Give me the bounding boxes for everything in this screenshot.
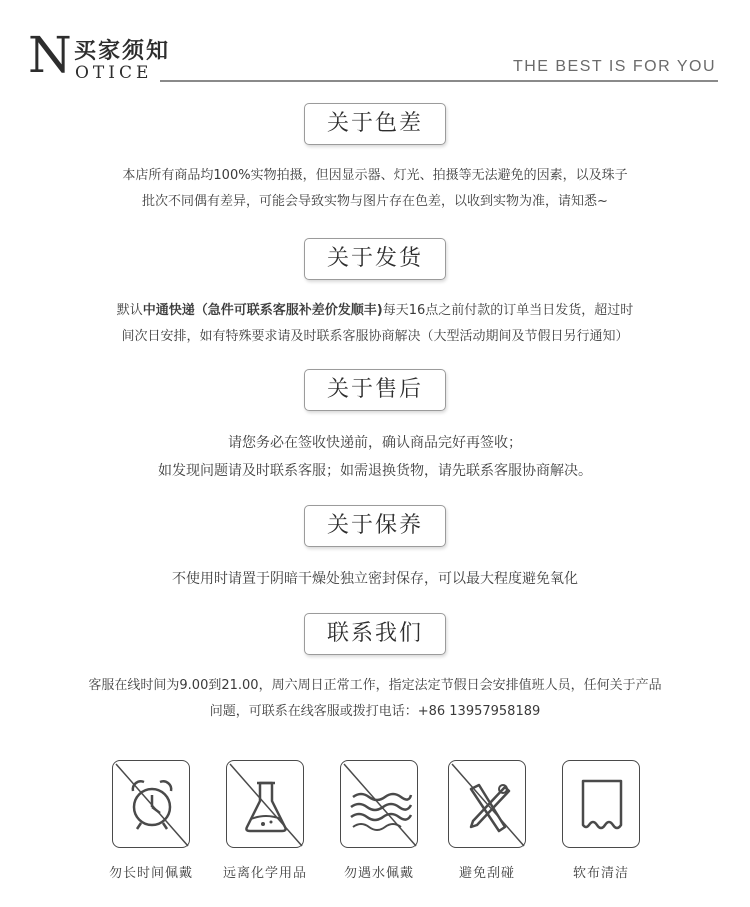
text-suffix: 每天16点之前付款的订单当日发货，超过时 xyxy=(382,303,634,318)
care-item xyxy=(96,760,206,881)
care-item xyxy=(432,760,542,881)
care-item xyxy=(546,760,656,881)
section-text-line: 问题，可联系在线客服或拨打电话：+86 13957958189 xyxy=(209,704,541,719)
logo-title-en: OTICE xyxy=(75,63,153,83)
section-contact xyxy=(0,613,750,725)
section-title: 关于售后 xyxy=(304,369,446,411)
section-body xyxy=(0,673,750,725)
section-text-line: 如发现问题请及时联系客服；如需退换货物，请先联系客服协商解决。 xyxy=(158,463,592,479)
section-after-sales xyxy=(0,369,750,485)
section-title: 关于色差 xyxy=(304,103,446,145)
section-text-line: 间次日安排，如有特殊要求请及时联系客服协商解决（大型活动期间及节假日另行通知） xyxy=(121,329,629,344)
courier-highlight: 中通快递（急件可联系客服补差价发顺丰) xyxy=(142,303,383,318)
section-body xyxy=(0,429,750,485)
water-waves-icon xyxy=(340,760,418,848)
care-icons-row xyxy=(0,760,750,890)
logo-title-cn: 买家须知 xyxy=(74,39,171,64)
section-body xyxy=(0,298,750,350)
tools-scratch-icon xyxy=(448,760,526,848)
section-body xyxy=(0,163,750,215)
text-prefix: 默认 xyxy=(116,303,143,318)
notice-header xyxy=(0,0,750,90)
section-body xyxy=(0,565,750,593)
section-text-line: 客服在线时间为9.00到21.00，周六周日正常工作，指定法定节假日会安排值班人员，任何关于产品 xyxy=(88,678,662,693)
header-slogan: THE BEST IS FOR YOU xyxy=(512,58,716,75)
section-title: 关于保养 xyxy=(304,505,446,547)
care-item xyxy=(324,760,434,881)
section-care xyxy=(0,505,750,593)
section-text-line: 本店所有商品均100%实物拍摄，但因显示器、灯光、拍摄等无法避免的因素，以及珠子 xyxy=(122,168,628,183)
section-text-line: 批次不同偶有差异，可能会导致实物与图片存在色差，以收到实物为准，请知悉~ xyxy=(142,194,608,209)
section-shipping xyxy=(0,238,750,350)
section-title: 关于发货 xyxy=(304,238,446,280)
chemical-flask-icon xyxy=(226,760,304,848)
section-text-line xyxy=(0,298,750,324)
care-item-label: 勿长时间佩戴 xyxy=(108,866,193,881)
header-divider xyxy=(160,80,718,82)
care-item-label: 软布清洁 xyxy=(572,866,629,881)
section-color-difference xyxy=(0,103,750,215)
logo-letter: N xyxy=(28,26,72,84)
care-item-label: 远离化学用品 xyxy=(222,866,307,881)
alarm-clock-icon xyxy=(112,760,190,848)
soft-cloth-icon xyxy=(562,760,640,848)
section-text-line: 请您务必在签收快递前，确认商品完好再签收； xyxy=(228,435,522,451)
section-title: 联系我们 xyxy=(304,613,446,655)
care-item-label: 避免刮碰 xyxy=(458,866,515,881)
care-item-label: 勿遇水佩戴 xyxy=(343,866,414,881)
care-item xyxy=(210,760,320,881)
section-text-line: 不使用时请置于阴暗干燥处独立密封保存，可以最大程度避免氧化 xyxy=(172,571,578,587)
